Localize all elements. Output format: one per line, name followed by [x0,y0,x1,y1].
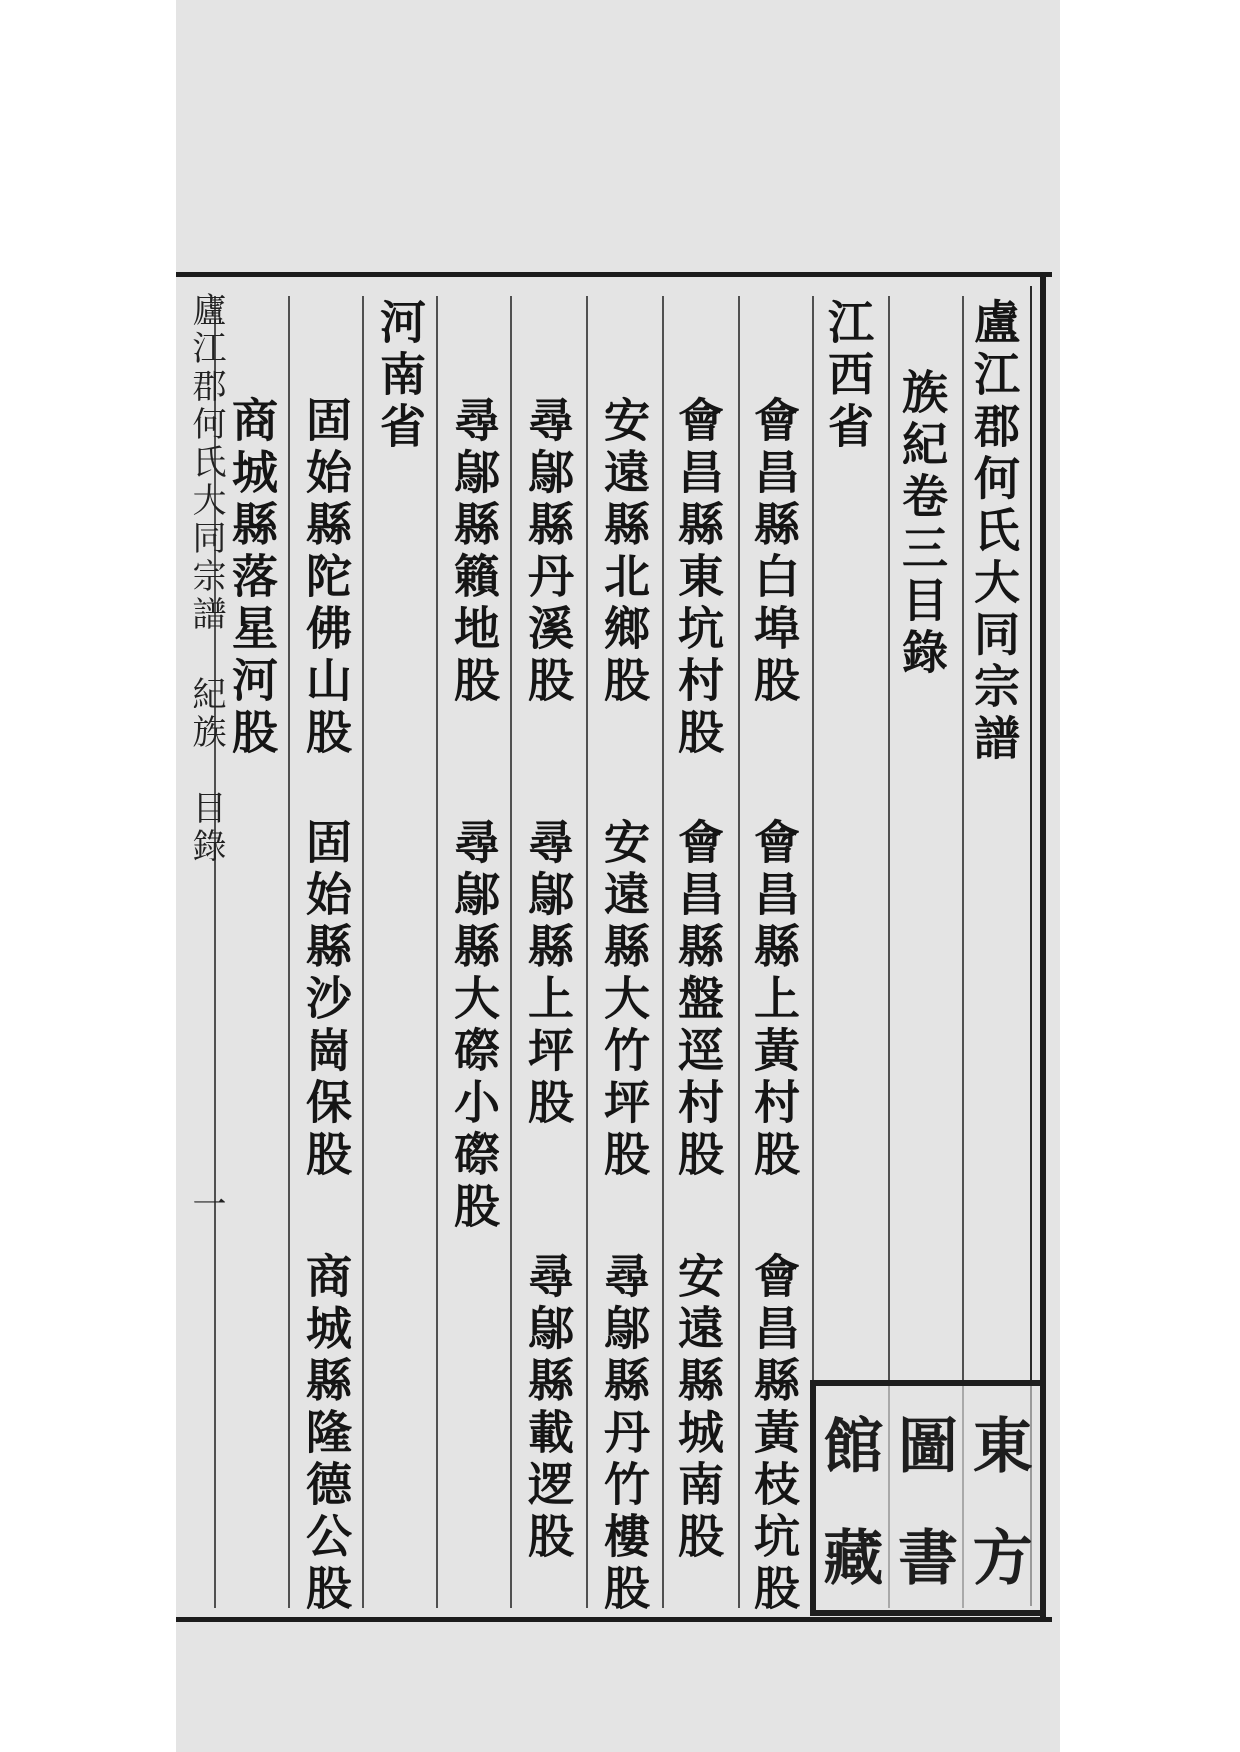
margin-book-title: 廬江郡何氏大同宗譜 [186,292,226,634]
column-rule [362,296,364,1608]
lineage-entry: 會昌縣上黃村股 [747,818,801,1182]
margin-page-number: 一 [186,1186,226,1224]
lineage-entry: 尋鄔縣丹溪股 [521,396,575,708]
lineage-entry: 會昌縣盤逕村股 [671,818,725,1182]
book-title: 盧江郡何氏大同宗譜 [967,298,1021,766]
frame-top-border [176,272,1052,277]
seal-character: 藏 [823,1524,884,1594]
column-rule [662,296,664,1608]
lineage-entry: 尋鄔縣籟地股 [447,396,501,708]
section-heading-jiangxi: 江西省 [821,298,875,454]
seal-character: 東 [972,1412,1033,1482]
lineage-entry: 固始縣陀佛山股 [299,396,353,760]
lineage-entry: 商城縣隆德公股 [299,1252,353,1616]
volume-title: 族紀卷三目錄 [895,368,949,680]
lineage-entry: 尋鄔縣丹竹樓股 [597,1252,651,1616]
frame-bottom-border [176,1617,1052,1622]
lineage-entry: 安遠縣城南股 [671,1252,725,1564]
lineage-entry: 尋鄔縣大磜小磜股 [447,818,501,1234]
column-rule [738,296,740,1608]
seal-character: 圖 [898,1412,959,1482]
margin-section: 紀族 [186,676,226,752]
lineage-entry: 會昌縣東坑村股 [671,396,725,760]
seal-character: 書 [898,1524,959,1594]
column-rule [436,296,438,1608]
seal-character: 館 [823,1412,884,1482]
library-seal-stamp [810,1380,1046,1616]
lineage-entry: 固始縣沙崗保股 [299,818,353,1182]
lineage-entry: 安遠縣北鄉股 [597,396,651,708]
column-rule [288,296,290,1608]
column-rule [510,296,512,1608]
seal-character: 方 [972,1524,1033,1594]
section-heading-henan: 河南省 [373,298,427,454]
lineage-entry: 尋鄔縣上坪股 [521,818,575,1130]
lineage-entry: 安遠縣大竹坪股 [597,818,651,1182]
margin-label: 目錄 [186,790,226,866]
lineage-entry: 會昌縣白埠股 [747,396,801,708]
lineage-entry: 會昌縣黃枝坑股 [747,1252,801,1616]
column-rule [586,296,588,1608]
lineage-entry: 尋鄔縣載逻股 [521,1252,575,1564]
lineage-entry: 商城縣落星河股 [225,396,279,760]
